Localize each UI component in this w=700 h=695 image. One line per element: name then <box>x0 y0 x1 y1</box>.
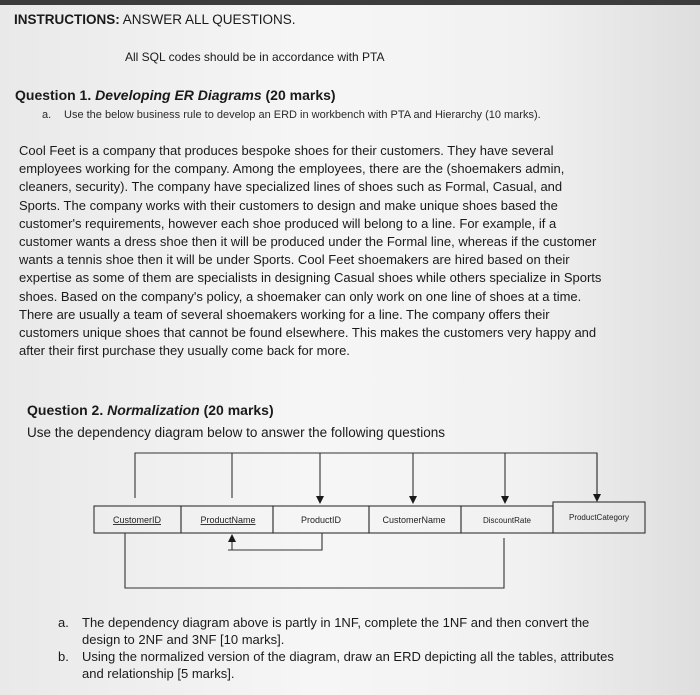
paragraph-line: expertise as some of them are specialists in designing Casual shoes while others specialize in Sports <box>19 270 602 286</box>
instructions-text: ANSWER ALL QUESTIONS. <box>122 12 296 27</box>
instructions-label: INSTRUCTIONS: <box>14 12 120 27</box>
question1-marks: (20 marks) <box>265 87 336 103</box>
question2-subtitle: Use the dependency diagram below to answer the following questions <box>27 425 446 440</box>
part-a-letter: a. <box>58 615 69 630</box>
upper-dependency-bracket <box>135 453 597 498</box>
attr-customername: CustomerName <box>382 515 446 525</box>
business-rule-paragraph <box>19 142 695 360</box>
question2-parts <box>58 614 693 682</box>
part-a-line: The dependency diagram above is partly in 1NF, complete the 1NF and then convert the <box>82 615 590 630</box>
part-b-line: and relationship [5 marks]. <box>82 666 235 681</box>
question1-part-a-text: Use the below business rule to develop an ERD in workbench with PTA and Hierarchy (10 marks). <box>64 109 541 121</box>
part-a-line: design to 2NF and 3NF [10 marks]. <box>82 632 285 647</box>
question1-part-a-letter: a. <box>42 109 52 121</box>
part-b-letter: b. <box>58 649 69 664</box>
paragraph-line: customer wants a dress shoe then it will be produced under the Formal line, whereas if the customer <box>19 234 597 250</box>
paragraph-line: customers unique shoes that cannot be found elsewhere. This makes the customers very happy and <box>19 325 597 341</box>
lower-inner-connector <box>228 533 322 550</box>
question1-part-a <box>42 109 541 121</box>
paragraph-line: wants a tennis shoe then it will be under Sports. Cool Feet shoemakers are hired based on their <box>19 252 570 268</box>
paragraph-line: after their first purchase they usually come back for more. <box>19 343 350 359</box>
paragraph-line: Cool Feet is a company that produces bespoke shoes for their customers. They have several <box>19 143 554 158</box>
question2-heading <box>27 402 274 418</box>
paragraph-line: Sports. The company works with their customers to design and make unique shoes based the <box>19 197 558 213</box>
attr-customerid: CustomerID <box>112 515 162 525</box>
paragraph-line: There are usually a team of several shoemakers working for a line. The company offers their <box>19 306 550 322</box>
part-b-line: Using the normalized version of the diagram, draw an ERD depicting all the tables, attributes <box>82 649 614 664</box>
question2-title: Normalization <box>107 402 200 418</box>
question1-number: Question 1. <box>15 87 92 103</box>
question1-title: Developing ER Diagrams <box>95 87 262 103</box>
dependency-diagram <box>0 440 700 610</box>
attr-discountrate: DiscountRate <box>482 516 532 525</box>
sql-note: All SQL codes should be in accordance with PTA <box>125 50 385 64</box>
question1-heading <box>15 87 336 103</box>
paragraph-line: employees working for the company. Among the employees, there are the (shoemakers admin, <box>19 161 565 177</box>
top-edge-bar <box>0 0 700 5</box>
attr-productcategory: ProductCategory <box>568 513 630 522</box>
lower-dependency-bracket <box>125 533 504 588</box>
paragraph-line: shoes. Based on the company's policy, a shoemaker can only work on one line of shoes at a time. <box>19 288 582 304</box>
attr-productid: ProductID <box>300 515 342 525</box>
question2-marks: (20 marks) <box>203 402 274 418</box>
question2-part-b <box>58 648 693 682</box>
paragraph-line: customer's requirements, however each shoe produced will belong to a line. For example, if a <box>19 215 557 231</box>
paragraph-line: cleaners, security). The company have specialized lines of shoes such as Formal, Casual, and <box>19 179 563 195</box>
instructions-heading <box>14 12 296 27</box>
attr-productname: ProductName <box>200 515 256 525</box>
question2-number: Question 2. <box>27 402 104 418</box>
question2-part-a <box>58 614 693 648</box>
